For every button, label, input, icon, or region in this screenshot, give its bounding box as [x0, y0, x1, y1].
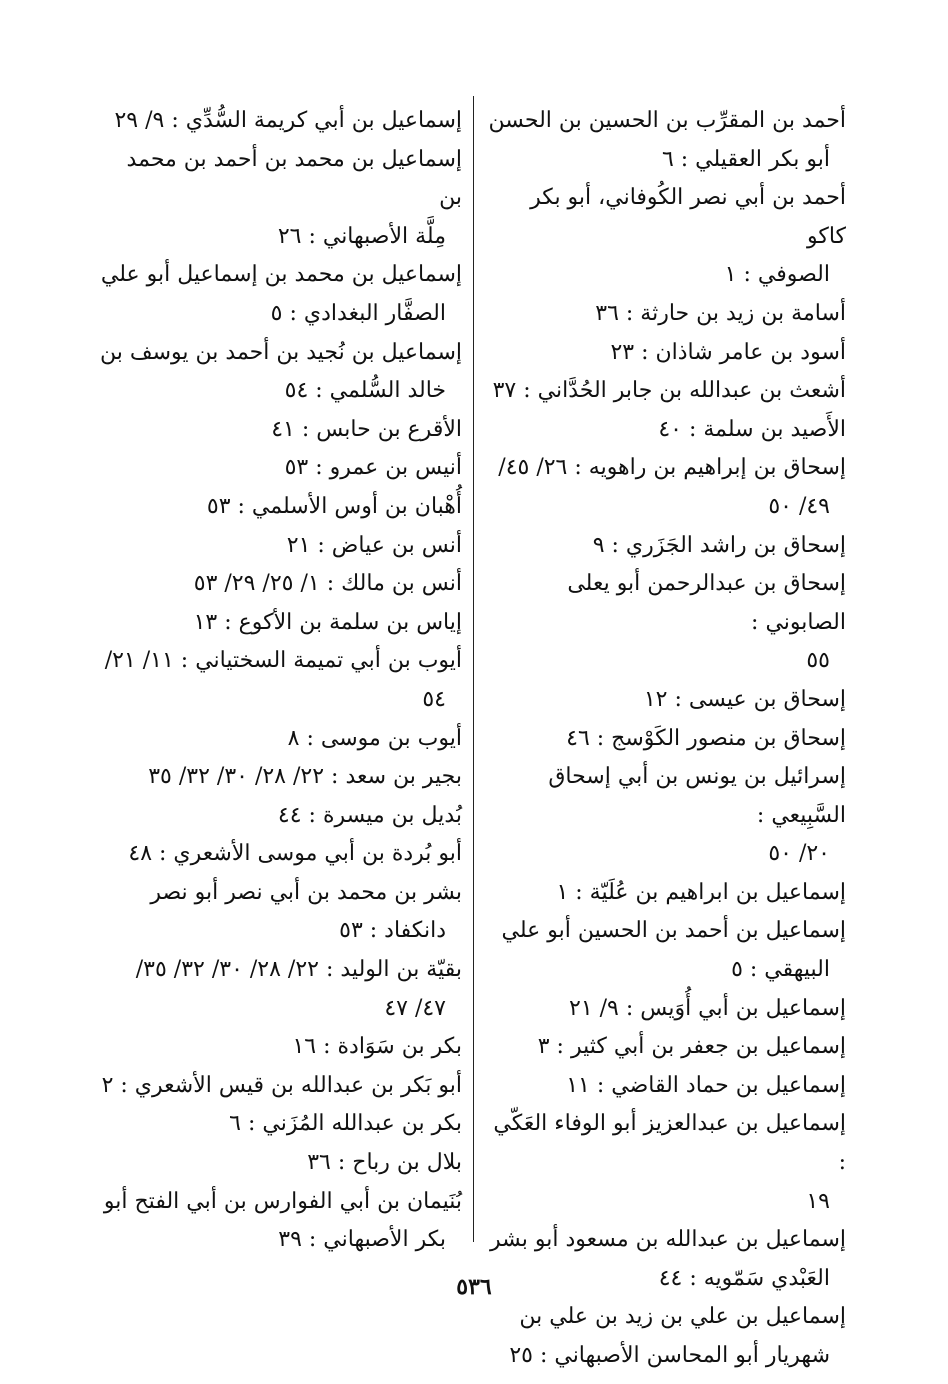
index-entry — [488, 912, 846, 989]
entry-text: إسحاق بن عيسى : ١٢ — [643, 686, 846, 712]
entry-continuation: ١٩ — [806, 1188, 830, 1214]
entry-continuation: ٥٥ — [806, 648, 830, 674]
entry-text: أُهْبان بن أوس الأسلمي : ٥٣ — [206, 493, 462, 519]
entry-text: أحمد بن أبي نصر الكُوفاني، أبو بكر كاكو — [530, 185, 846, 249]
page-number: ٥٣٦ — [456, 1274, 492, 1300]
entry-text: إسماعيل بن حماد القاضي : ١١ — [566, 1072, 846, 1098]
entry-text: إسرائيل بن يونس بن أبي إسحاق السَّبِيعي : — [548, 764, 846, 828]
index-entry — [488, 411, 846, 450]
index-entry — [488, 1105, 846, 1221]
entry-text: الأقرع بن حابس : ٤١ — [271, 416, 462, 442]
index-entry — [100, 488, 462, 527]
entry-text: بجير بن سعد : ٢٢/ ٢٨/ ٣٠/ ٣٢/ ٣٥ — [148, 764, 462, 790]
entry-text: بكر بن سَوَادة : ١٦ — [292, 1034, 462, 1060]
entry-text: أيوب بن أبي تميمة السختياني : ١١/ ٢١/ — [104, 648, 462, 674]
entry-continuation: ٥٤ — [422, 686, 446, 712]
entry-text: إسماعيل بن أبي كريمة السُّدِّي : ٩/ ٢٩ — [114, 108, 462, 133]
index-entry — [100, 642, 462, 719]
entry-text: إسماعيل بن عبدالله بن مسعود أبو بشر — [490, 1227, 846, 1253]
index-entry — [100, 334, 462, 411]
index-entry — [488, 1067, 846, 1106]
index-entry — [488, 527, 846, 566]
entry-text: إسماعيل بن نُجيد بن أحمد بن يوسف بن — [99, 339, 462, 365]
index-entry — [488, 990, 846, 1029]
entry-text: بُديل بن ميسرة : ٤٤ — [277, 802, 462, 828]
index-entry — [488, 295, 846, 334]
entry-text: بلال بن رباح : ٣٦ — [307, 1150, 462, 1176]
entry-text: أنس بن عياض : ٢١ — [286, 532, 462, 558]
entry-text: أيوب بن موسى : ٨ — [287, 725, 462, 751]
index-entry — [488, 565, 846, 681]
entry-continuation: بكر الأصبهاني : ٣٩ — [278, 1227, 446, 1253]
index-entry — [100, 565, 462, 604]
entry-continuation: دانكفاد : ٥٣ — [339, 918, 446, 944]
entry-continuation: ٢٠/ ٥٠ — [768, 841, 830, 867]
index-entry — [488, 758, 846, 874]
index-entry — [488, 449, 846, 526]
index-entry — [488, 681, 846, 720]
entry-continuation: العَبْدي سَمّويه : ٤٤ — [658, 1265, 830, 1291]
entry-text: إسماعيل بن ابراهيم بن عُلَيّة : ١ — [556, 879, 846, 905]
index-entry — [100, 874, 462, 951]
index-entry — [488, 372, 846, 411]
entry-continuation: البيهقي : ٥ — [731, 957, 830, 983]
index-entry — [100, 141, 462, 257]
entry-text: إسماعيل بن عبدالعزيز أبو الوفاء العَكّي : — [493, 1111, 846, 1176]
entry-text: إسحاق بن عبدالرحمن أبو يعلى الصابوني : — [567, 571, 846, 635]
entry-text: إسماعيل بن محمد بن إسماعيل أبو علي — [100, 262, 462, 288]
entry-continuation: ٤٩/ ٥٠ — [768, 493, 830, 519]
entry-text: إسماعيل بن جعفر بن أبي كثير : ٣ — [537, 1034, 846, 1060]
entry-text: إياس بن سلمة بن الأكوع : ١٣ — [193, 609, 462, 635]
index-entry — [488, 179, 846, 295]
index-entry — [100, 527, 462, 566]
entry-text: أسامة بن زيد بن حارثة : ٣٦ — [595, 300, 846, 326]
entry-text: إسماعيل بن محمد بن أحمد بن محمد بن — [126, 146, 462, 211]
entry-text: أحمد بن المقرِّب بن الحسين بن الحسن — [488, 108, 846, 133]
index-entry — [100, 604, 462, 643]
entry-text: إسماعيل بن أبي أُوَيس : ٩/ ٢١ — [569, 995, 846, 1021]
index-entry — [488, 720, 846, 759]
index-entry — [100, 1183, 462, 1260]
index-entry — [100, 1105, 462, 1144]
entry-text: إسحاق بن منصور الكَوْسج : ٤٦ — [566, 725, 846, 751]
entry-continuation: ٤٧/ ٤٧ — [384, 995, 446, 1021]
index-entry — [100, 256, 462, 333]
index-entry — [488, 1298, 846, 1375]
index-entry — [100, 797, 462, 836]
index-entry — [488, 874, 846, 913]
index-entry — [100, 1144, 462, 1183]
index-entry — [100, 411, 462, 450]
entry-text: بكر بن عبدالله المُزَني : ٦ — [229, 1111, 462, 1137]
index-entry — [100, 102, 462, 141]
index-entry — [100, 1028, 462, 1067]
entry-text: إسحاق بن إبراهيم بن راهويه : ٢٦/ ٤٥/ — [498, 455, 846, 481]
index-entry — [488, 1028, 846, 1067]
entry-continuation: مِلَّة الأصبهاني : ٢٦ — [277, 223, 446, 249]
entry-text: الأَصيد بن سلمة : ٤٠ — [658, 416, 846, 442]
index-entry — [100, 835, 462, 874]
index-entry — [488, 334, 846, 373]
entry-text: أنس بن مالك : ١/ ٢٥/ ٢٩/ ٥٣ — [193, 571, 462, 597]
entry-text: بُنَيمان بن أبي الفوارس بن أبي الفتح أبو — [103, 1188, 462, 1214]
entry-continuation: أبو بكر العقيلي : ٦ — [661, 146, 830, 172]
index-entry — [100, 758, 462, 797]
entry-text: إسماعيل بن أحمد بن الحسين أبو علي — [501, 918, 846, 944]
entry-text: أبو بَكر بن عبدالله بن قيس الأشعري : ٢ — [101, 1072, 462, 1098]
index-entry — [100, 1067, 462, 1106]
entry-text: بشر بن محمد بن أبي نصر أبو نصر — [150, 879, 462, 905]
index-entry — [488, 102, 846, 179]
entry-continuation: الصفَّار البغدادي : ٥ — [270, 300, 446, 326]
entry-continuation: الصوفي : ١ — [724, 262, 830, 288]
column-divider — [473, 96, 474, 1242]
entry-text: أنيس بن عمرو : ٥٣ — [284, 455, 462, 481]
entry-text: أسود بن عامر شاذان : ٢٣ — [610, 339, 846, 365]
entry-text: إسحاق بن راشد الجَزَري : ٩ — [592, 532, 846, 558]
entry-continuation: خالد السُّلمي : ٥٤ — [284, 378, 446, 404]
entry-text: إسماعيل بن علي بن زيد بن علي بن — [519, 1304, 846, 1330]
index-column-left — [100, 102, 462, 1260]
entry-text: أبو بُردة بن أبي موسى الأشعري : ٤٨ — [128, 841, 462, 867]
index-column-right — [488, 102, 846, 1376]
index-entry — [100, 449, 462, 488]
entry-text: بقيّة بن الوليد : ٢٢/ ٢٨/ ٣٠/ ٣٢/ ٣٥/ — [135, 957, 462, 983]
entry-continuation: شهريار أبو المحاسن الأصبهاني : ٢٥ — [509, 1343, 830, 1368]
index-entry — [100, 720, 462, 759]
entry-text: أشعث بن عبدالله بن جابر الحُدَّاني : ٣٧ — [492, 378, 846, 404]
index-entry — [100, 951, 462, 1028]
